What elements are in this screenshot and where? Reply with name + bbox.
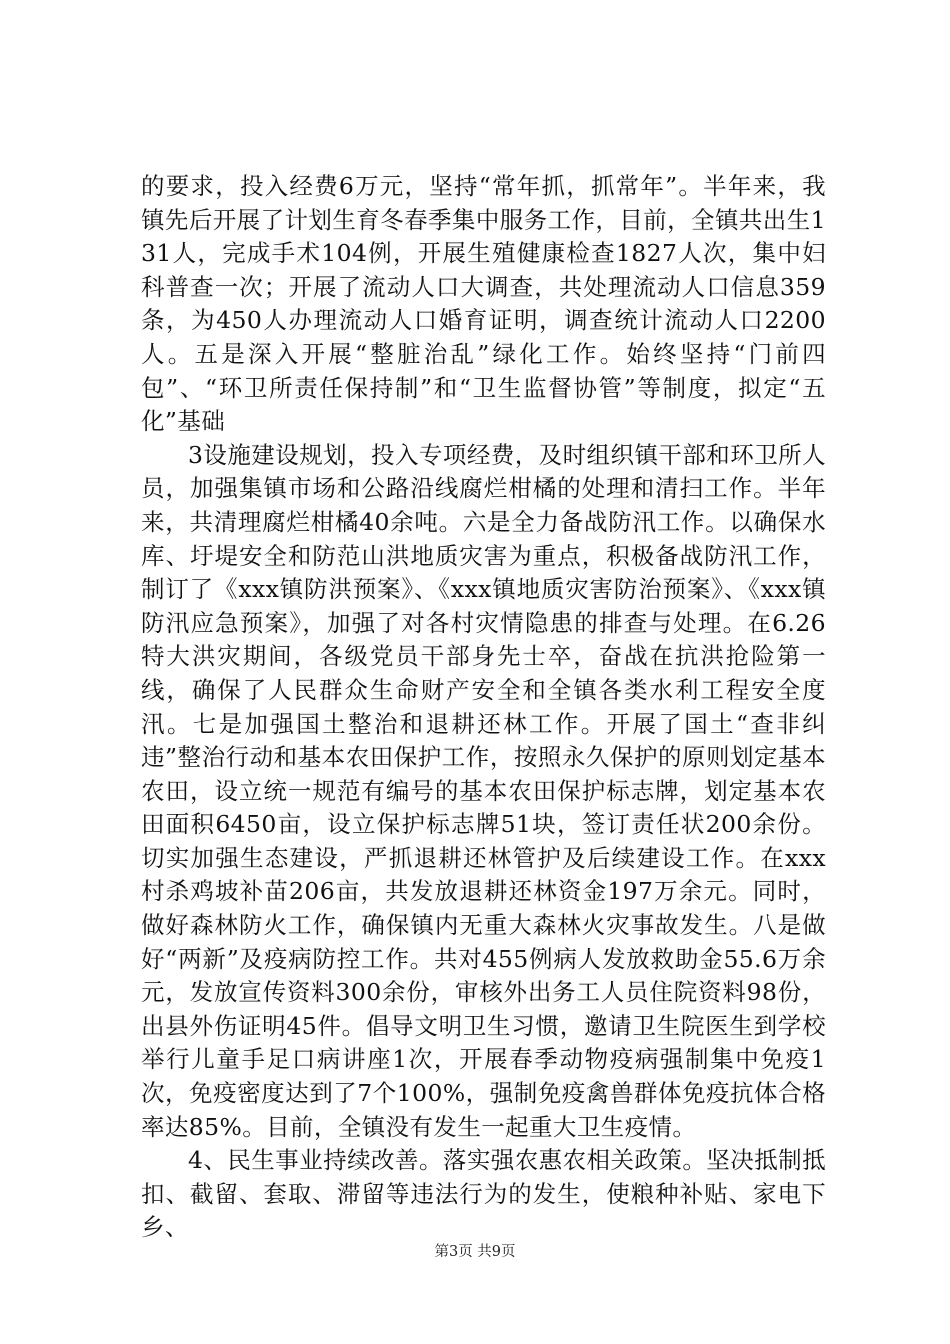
paragraph-1: 的要求，投入经费6万元，坚持“常年抓，抓常年”。半年来，我镇先后开展了计划生育冬春季集中服务工作，目前，全镇共出生131人，完成手术104例，开展生殖健康检查1827人次，集中妇科普查一次；开展了流动人口大调查，共处理流动人口信息359条，为450人办理流动人口婚育证明，调查统计流动人口2200人。五是深入开展“整脏治乱”绿化工作。始终坚持“门前四包”、“环卫所责任保持制”和“卫生监督协管”等制度，拟定“五化”基础 bbox=[141, 172, 826, 436]
paragraph-2: 3设施建设规划，投入专项经费，及时组织镇干部和环卫所人员，加强集镇市场和公路沿线腐烂柑橘的处理和清扫工作。半年来，共清理腐烂柑橘40余吨。六是全力备战防汛工作。以确保水库、圩堤安全和防范山洪地质灾害为重点，积极备战防汛工作，制订了《xxx镇防洪预案》、《xxx镇地质灾害防治预案》、《xxx镇防汛应急预案》，加强了对各村灾情隐患的排查与处理。在6.26特大洪灾期间，各级党员干部身先士卒，奋战在抗洪抢险第一线，确保了人民群众生命财产安全和全镇各类水利工程安全度汛。七是加强国土整治和退耕还林工作。开展了国土“查非纠违”整治行动和基本农田保护工作，按照永久保护的原则划定基本农田，设立统一规范有编号的基本农田保护标志牌，划定基本农田面积6450亩，设立保护标志牌51块，签订责任状200余份。切实加强生态建设，严抓退耕还林管护及后续建设工作。在xxx村杀鸡坡补苗206亩，共发放退耕还林资金197万余元。同时，做好森林防火工作，确保镇内无重大森林火灾事故发生。八是做好“两新”及疫病防控工作。共对455例病人发放救助金55.6万余元，发放宣传资料300余份，审核外出务工人员住院资料98份，出县外伤证明45件。倡导文明卫生习惯，邀请卫生院医生到学校举行儿童手足口病讲座1次，开展春季动物疫病强制集中免疫1次，免疫密度达到了7个100%，强制免疫禽兽群体免疫抗体合格率达85%。目前，全镇没有发生一起重大卫生疫情。 bbox=[141, 440, 826, 1141]
document-body bbox=[141, 170, 826, 1245]
page-footer: 第3页 共9页 bbox=[434, 1244, 516, 1260]
paragraph-3: 4、民生事业持续改善。落实强农惠农相关政策。坚决抵制抵扣、截留、套取、滞留等违法行为的发生，使粮种补贴、家电下乡、 bbox=[141, 1146, 826, 1242]
